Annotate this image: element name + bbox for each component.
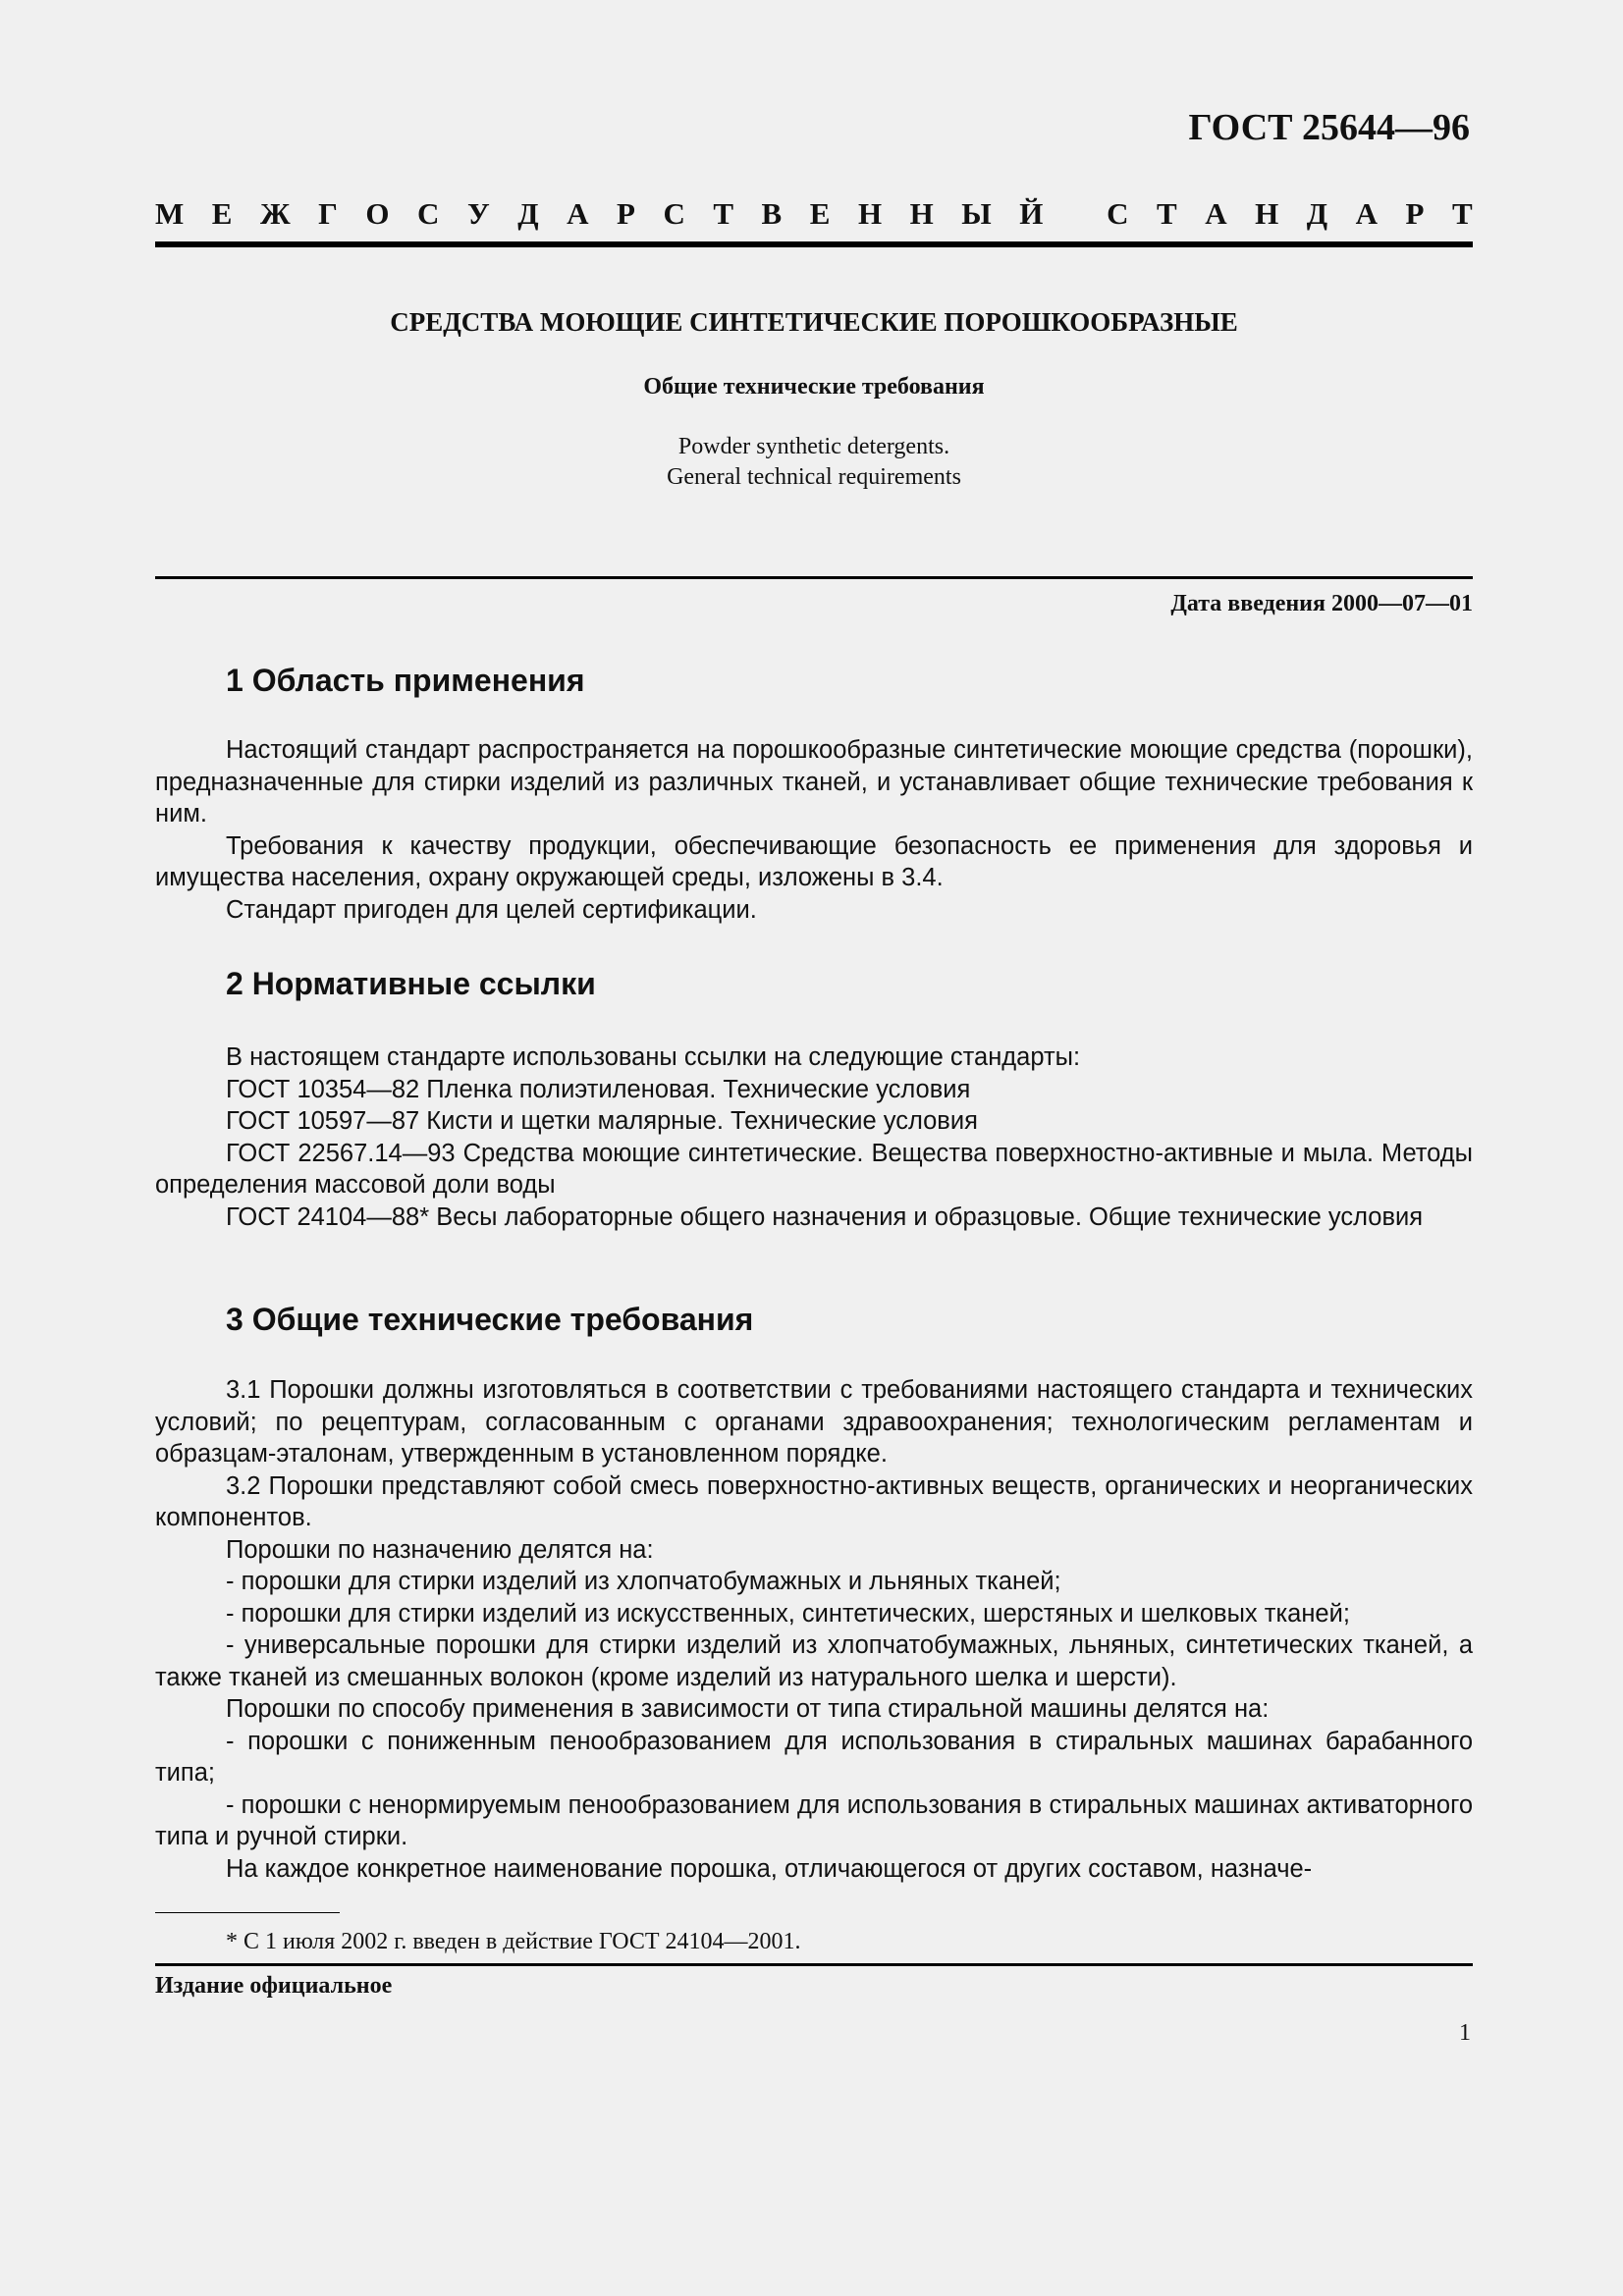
heading-letter: Р [1405,196,1425,231]
heading-letter: Е [211,196,233,231]
section-body [155,1374,1473,1885]
footnote: * С 1 июля 2002 г. введен в действие ГОСТ 24104—2001. [226,1929,801,1954]
document-title: СРЕДСТВА МОЮЩИЕ СИНТЕТИЧЕСКИЕ ПОРОШКООБРАЗНЫЕ [390,307,1238,337]
section-body [155,1041,1473,1233]
paragraph: Порошки по назначению делятся на: [226,1535,654,1564]
paragraph: Порошки по способу применения в зависимости от типа стиральной машины делятся на: [226,1695,1270,1723]
heading-letter: А [1205,196,1227,231]
heading-letter: С [417,196,440,231]
heading-letter: Ы [961,196,992,231]
edition-label: Издание официальное [155,1973,393,1999]
english-title-line: Powder synthetic detergents. [677,434,950,459]
footnote-rule [155,1912,340,1913]
reference-item: ГОСТ 10354—82 Пленка полиэтиленовая. Технические условия [226,1075,971,1103]
paragraph: 3.1 Порошки должны изготовляться в соответствии с требованиями настоящего стандарта и технических условий; по рецептурам, согласованным с органами здравоохранения; технологическим регламентам и образцам-эталонам, утвержденным в установленном порядке. [155,1376,1473,1468]
standard-type-heading [155,196,1473,232]
heading-letter: В [761,196,783,231]
list-item: - универсальные порошки для стирки изделий из хлопчатобумажных, льняных, синтетических тканей, а также тканей из смешанных волокон (кроме изделий из натурального шелка и шерсти). [155,1631,1473,1691]
heading-letter: С [1107,196,1129,231]
heading-letter: Т [713,196,734,231]
paragraph: Стандарт пригоден для целей сертификации. [226,895,757,924]
heading-letter: С [663,196,685,231]
section-heading: 1 Область применения [226,663,585,698]
list-item: - порошки для стирки изделий из хлопчатобумажных и льняных тканей; [226,1568,1061,1595]
page-number: 1 [1459,2020,1471,2046]
section-heading: 3 Общие технические требования [226,1302,754,1337]
title-rule [155,576,1473,579]
heading-letter: Д [1306,196,1328,231]
heading-letter: Г [318,196,338,231]
heading-letter: Н [909,196,934,231]
heading-letter: М [155,196,185,231]
heading-letter: Т [1451,196,1473,231]
list-item: - порошки с пониженным пенообразованием для использования в стиральных машинах барабанного типа; [155,1727,1473,1787]
paragraph: В настоящем стандарте использованы ссылки на следующие стандарты: [226,1043,1081,1071]
paragraph: Требования к качеству продукции, обеспечивающие безопасность ее применения для здоровья и имущества населения, охрану окружающей среды, изложены в 3.4. [155,831,1473,891]
heading-letter: А [567,196,589,231]
heading-letter: О [365,196,390,231]
heading-letter: Н [1255,196,1279,231]
reference-item: ГОСТ 22567.14—93 Средства моющие синтетические. Вещества поверхностно-активные и мыла. Методы определения массовой доли воды [155,1139,1473,1199]
list-item: - порошки с ненормируемым пенообразованием для использования в стиральных машинах активаторного типа и ручной стирки. [155,1790,1473,1850]
heading-letter: Е [809,196,831,231]
document-subtitle: Общие технические требования [643,374,985,400]
heading-letter: Й [1019,196,1044,231]
section-body [155,734,1473,926]
footer-rule [155,1963,1473,1966]
introduction-date: Дата введения 2000—07—01 [1170,591,1473,616]
reference-item: ГОСТ 10597—87 Кисти и щетки малярные. Технические условия [226,1107,978,1135]
letter-gap [1071,196,1079,232]
paragraph: На каждое конкретное наименование порошка, отличающегося от других составом, назначе- [226,1854,1313,1883]
english-title [155,432,1473,493]
heading-letter: Д [517,196,539,231]
heading-letter: Ж [259,196,291,231]
header-rule [155,241,1473,247]
paragraph: Настоящий стандарт распространяется на порошкообразные синтетические моющие средства (порошки), предназначенные для стирки изделий из различных тканей, и устанавливает общие технические требования к ним. [155,736,1473,828]
heading-letter: Т [1157,196,1177,231]
list-item: - порошки для стирки изделий из искусственных, синтетических, шерстяных и шелковых тканей; [226,1599,1350,1628]
english-title-line: General technical requirements [667,464,961,490]
heading-letter: А [1355,196,1378,231]
paragraph: 3.2 Порошки представляют собой смесь поверхностно-активных веществ, органических и неорганических компонентов. [155,1471,1473,1531]
heading-letter: У [466,196,490,231]
document-number: ГОСТ 25644—96 [1188,107,1470,148]
heading-letter: Р [616,196,635,231]
heading-letter: Н [857,196,883,231]
section-heading: 2 Нормативные ссылки [226,966,596,1001]
reference-item: ГОСТ 24104—88* Весы лабораторные общего назначения и образцовые. Общие технические условия [226,1202,1424,1231]
